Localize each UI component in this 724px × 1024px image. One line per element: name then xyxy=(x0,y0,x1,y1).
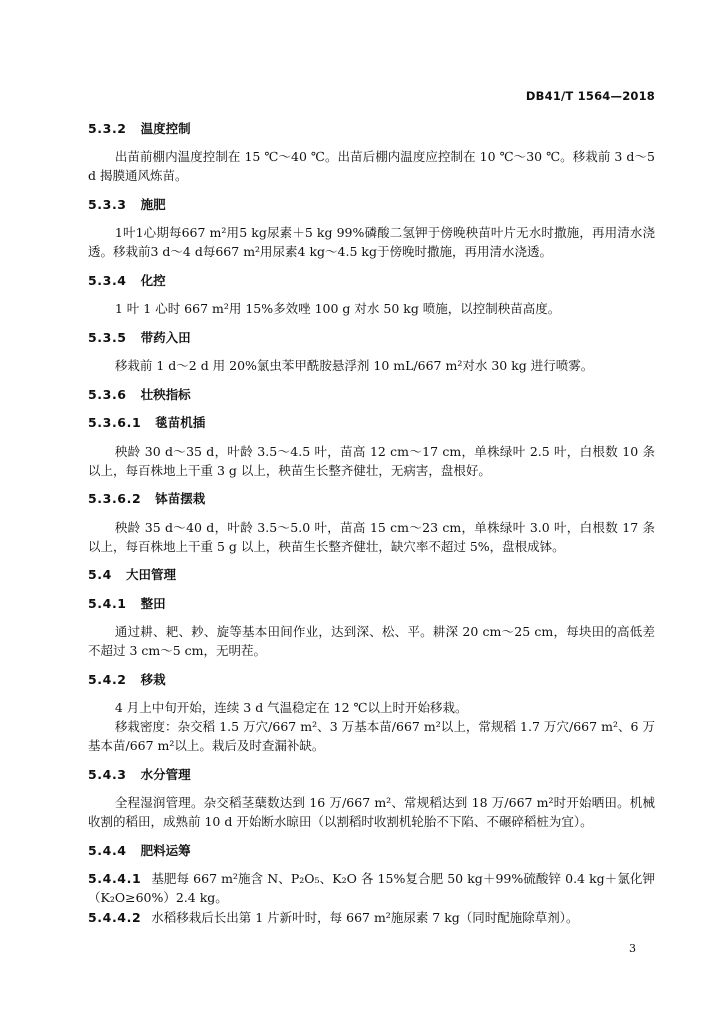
clause-number: 5.4.3 xyxy=(88,766,127,782)
clause-item-text: 水稻移栽后长出第 1 片新叶时，每 667 m²施尿素 7 kg（同时配施除草剂）。 xyxy=(151,910,579,925)
clause-heading-5-3-4 xyxy=(88,271,655,290)
clause-number: 5.3.6 xyxy=(88,386,127,402)
clause-body-5-3-6-2: 秧龄 35 d～40 d，叶龄 3.5～5.0 叶，苗高 15 cm～23 cm，单株绿叶 3.0 叶，白根数 17 条以上，每百株地上干重 5 g 以上，秧苗生长整齐健壮，缺穴率不超过 5%，盘根成钵。 xyxy=(88,519,655,554)
clause-title: 水分管理 xyxy=(140,766,191,782)
clause-number: 5.3.4 xyxy=(88,272,127,288)
clause-body-5-4-2-timing: 4 月上中旬开始，连续 3 d 气温稳定在 12 ℃以上时开始移栽。 xyxy=(114,700,468,715)
clause-title: 钵苗摆栽 xyxy=(155,491,206,506)
clause-number: 5.4.2 xyxy=(88,671,127,687)
clause-heading-5-3-5 xyxy=(88,328,655,347)
clause-number: 5.4.4 xyxy=(88,842,127,858)
clause-title: 肥料运筹 xyxy=(140,842,191,858)
clause-title: 带药入田 xyxy=(140,329,191,345)
clause-number: 5.4.4.1 xyxy=(88,871,142,886)
clause-item-5-4-4-2 xyxy=(88,908,655,927)
clause-heading-5-4-1 xyxy=(88,594,655,613)
clause-number: 5.4.4.2 xyxy=(88,910,142,925)
clause-title: 壮秧指标 xyxy=(140,386,191,402)
clause-title: 毯苗机插 xyxy=(155,415,206,430)
clause-heading-5-4-4 xyxy=(88,841,655,860)
clause-number: 5.3.6.2 xyxy=(88,491,142,506)
standard-code-header: DB41/T 1564—2018 xyxy=(525,89,655,103)
clause-heading-5-4-3 xyxy=(88,765,655,784)
clause-body-5-3-6-1: 秧龄 30 d～35 d，叶龄 3.5～4.5 叶，苗高 12 cm～17 cm，单株绿叶 2.5 叶，白根数 10 条以上，每百株地上干重 3 g 以上，秧苗生长整齐健壮，无病害，盘根好。 xyxy=(88,443,655,478)
clause-number: 5.4.1 xyxy=(88,595,127,611)
clause-heading-5-3-3 xyxy=(88,195,655,214)
clause-heading-5-3-6 xyxy=(88,385,655,404)
clause-heading-5-4 xyxy=(88,565,655,584)
clause-body-5-4-1: 通过耕、耙、耖、旋等基本田间作业，达到深、松、平。耕深 20 cm～25 cm，每块田的高低差不超过 3 cm～5 cm，无明茬。 xyxy=(88,624,655,658)
clause-body-5-4-3: 全程湿润管理。杂交稻茎蘖数达到 16 万/667 m²、常规稻达到 18 万/667 m²时开始晒田。机械收割的稻田，成熟前 10 d 开始断水晾田（以割稻时收割机轮胎不下陷、不碾碎稻桩为宜）。 xyxy=(88,795,655,829)
clause-heading-5-4-2 xyxy=(88,670,655,689)
clause-title: 整田 xyxy=(140,595,166,611)
clause-body-5-3-4: 1 叶 1 心时 667 m²用 15%多效唑 100 g 对水 50 kg 喷施，以控制秧苗高度。 xyxy=(114,301,561,316)
clause-title: 施肥 xyxy=(140,196,166,212)
clause-number: 5.3.3 xyxy=(88,196,127,212)
clause-body-5-4-2-density: 移栽密度：杂交稻 1.5 万穴/667 m²、3 万基本苗/667 m²以上，常规稻 1.7 万穴/667 m²、6 万基本苗/667 m²以上。栽后及时查漏补缺。 xyxy=(88,719,655,753)
document-body xyxy=(88,119,655,928)
clause-heading-5-3-6-1 xyxy=(88,413,655,432)
clause-item-5-4-4-1 xyxy=(88,869,655,907)
clause-number: 5.3.2 xyxy=(88,120,127,136)
clause-heading-5-3-6-2 xyxy=(88,489,655,508)
clause-title: 移栽 xyxy=(140,671,166,687)
clause-item-text: 基肥每 667 m²施含 N、P₂O₅、K₂O 各 15%复合肥 50 kg＋99%硫酸锌 0.4 kg＋氯化钾（K₂O≥60%）2.4 kg。 xyxy=(88,871,655,905)
clause-title: 化控 xyxy=(140,272,166,288)
clause-number: 5.3.5 xyxy=(88,329,127,345)
clause-body-5-3-3: 1叶1心期每667 m²用5 kg尿素＋5 kg 99%磷酸二氢钾于傍晚秧苗叶片无水时撒施，再用清水浇透。移栽前3 d～4 d每667 m²用尿素4 kg～4.5 kg于傍晚时撒施，再用清水浇透。 xyxy=(88,225,655,259)
clause-heading-5-3-2 xyxy=(88,119,655,138)
clause-body-5-3-2: 出苗前棚内温度控制在 15 ℃～40 ℃。出苗后棚内温度应控制在 10 ℃～30 ℃。移栽前 3 d～5 d 揭膜通风炼苗。 xyxy=(88,149,655,183)
clause-title: 温度控制 xyxy=(140,120,191,136)
clause-number: 5.3.6.1 xyxy=(88,415,142,430)
page-number: 3 xyxy=(629,942,636,955)
clause-number: 5.4 xyxy=(88,567,112,582)
clause-body-5-3-5: 移栽前 1 d～2 d 用 20%氯虫苯甲酰胺悬浮剂 10 mL/667 m²对水 30 kg 进行喷雾。 xyxy=(114,358,594,373)
clause-title: 大田管理 xyxy=(125,567,176,582)
